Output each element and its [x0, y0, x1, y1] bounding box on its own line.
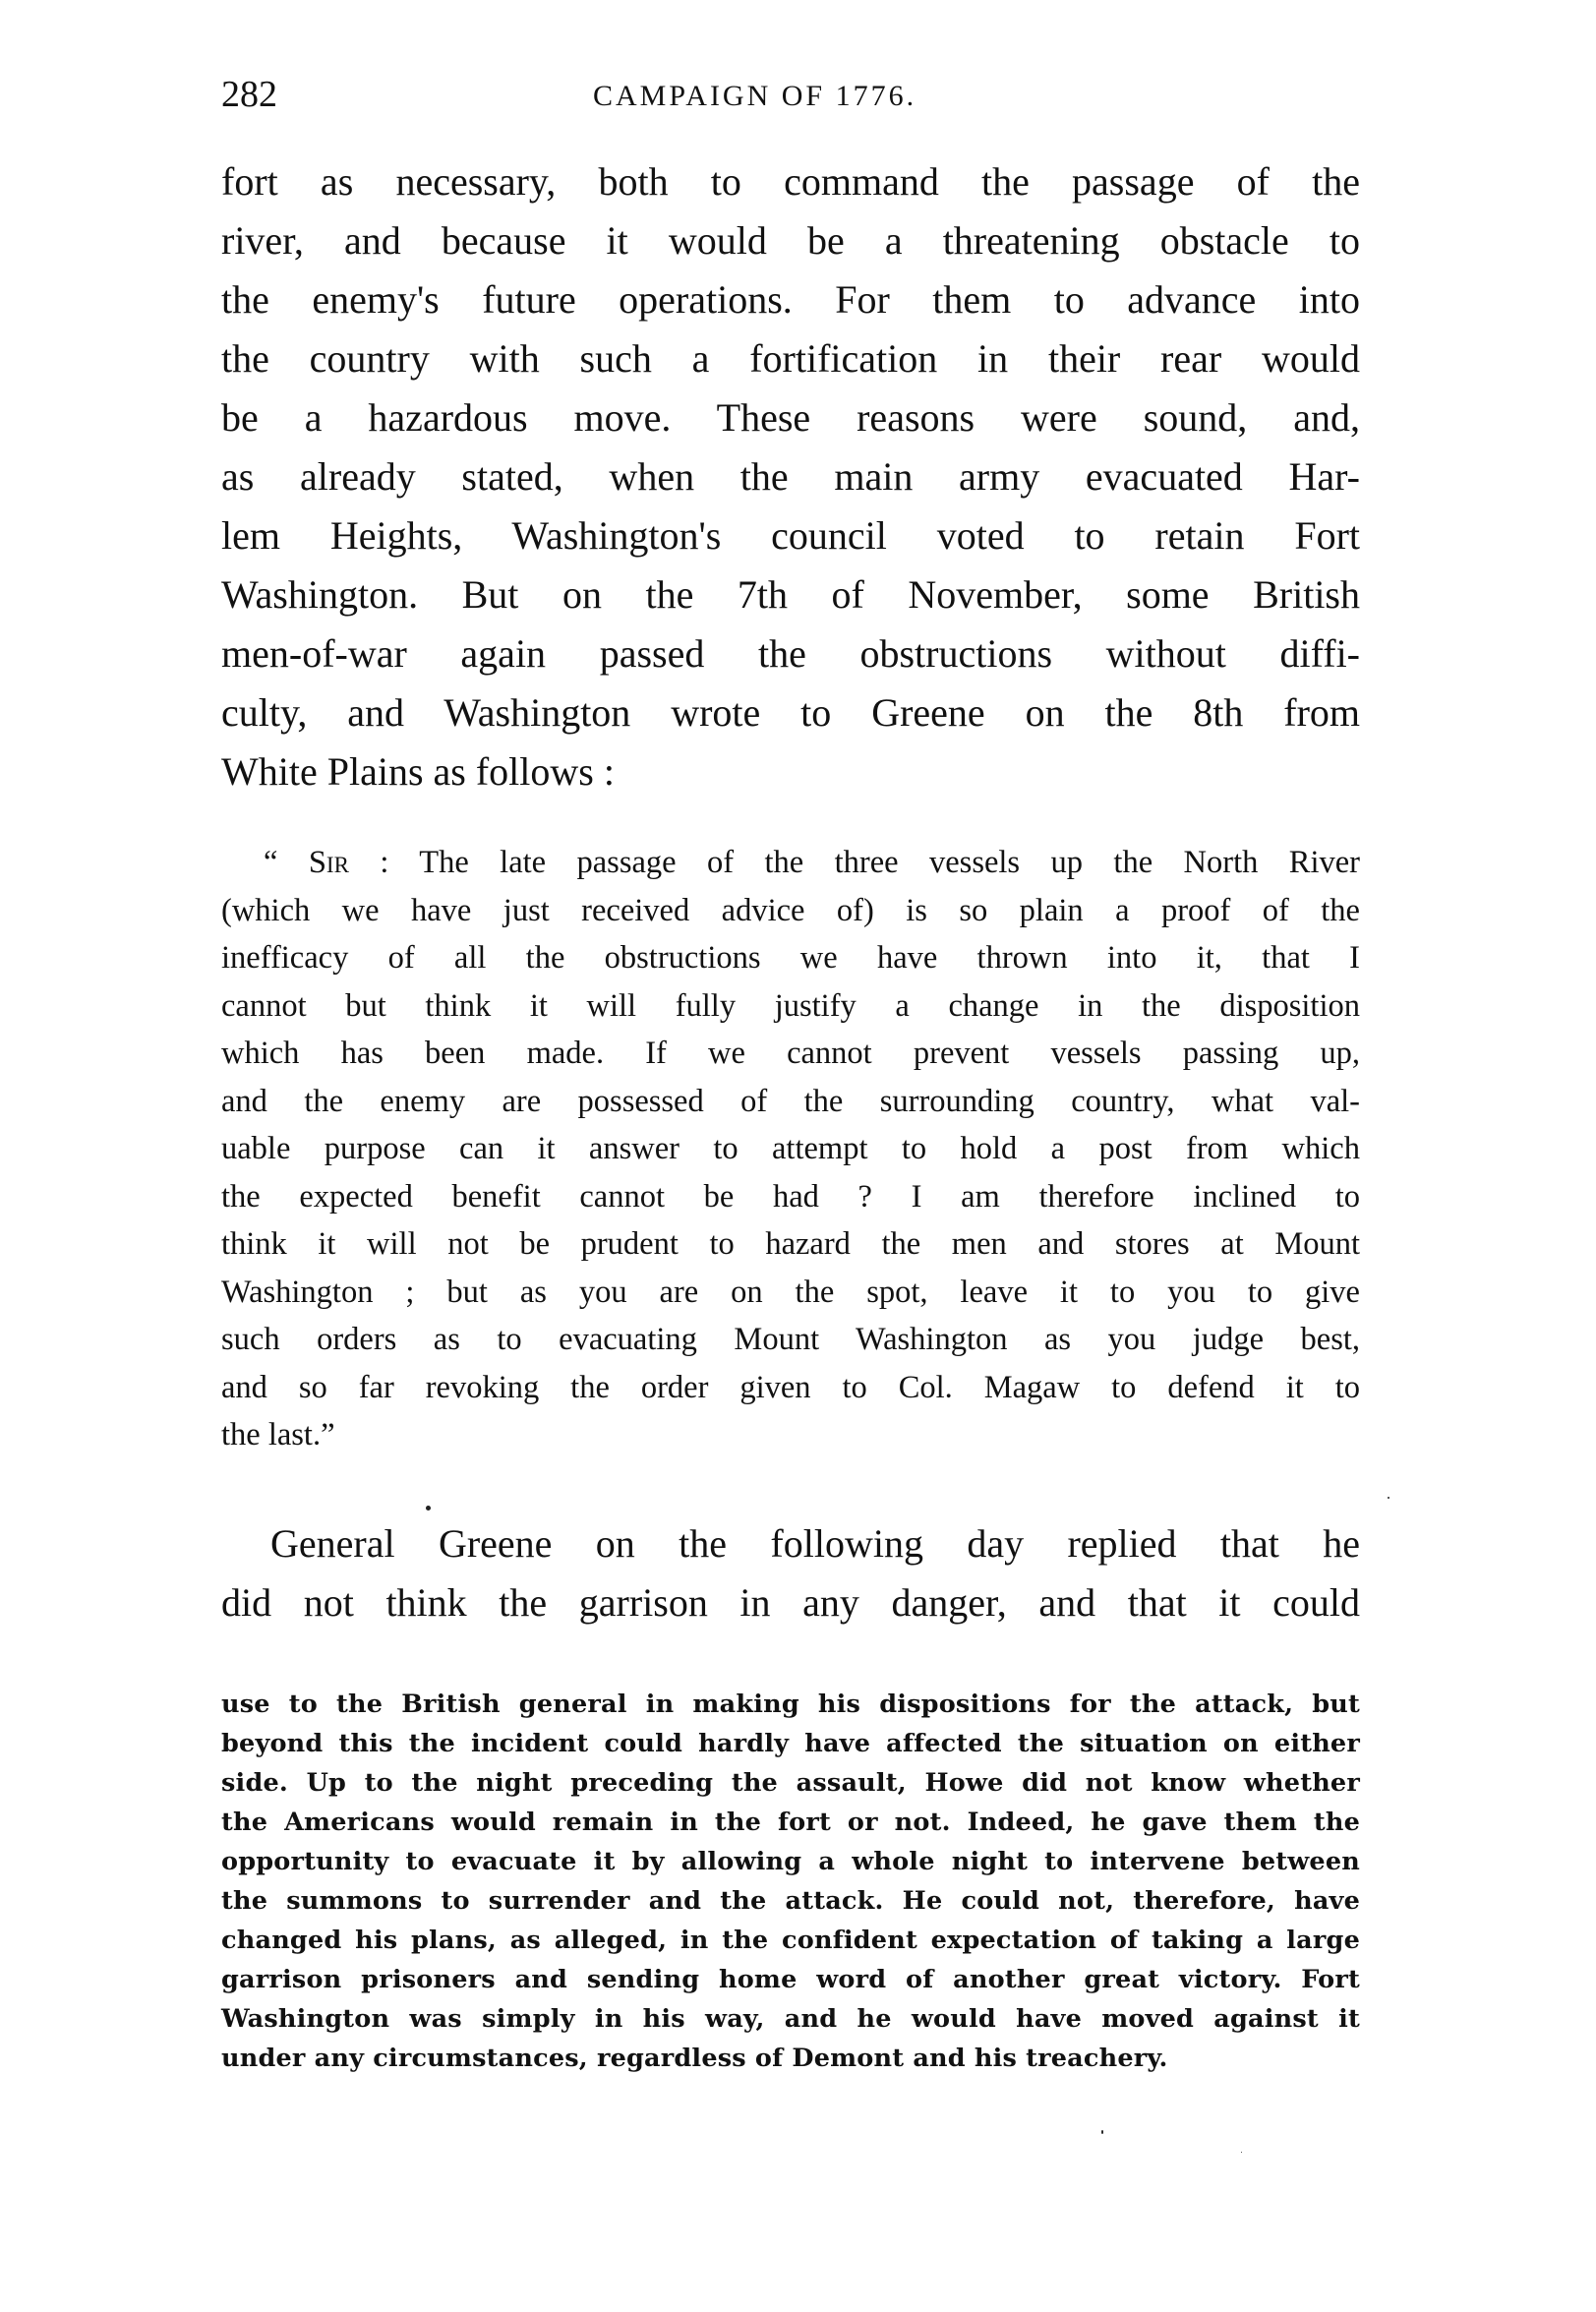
scan-speck [1101, 2130, 1103, 2134]
text-line: did not think the garrison in any danger, and that it could [221, 1580, 1360, 1625]
text-line: inefficacy of all the obstructions we have thrown into it, that I [221, 940, 1360, 976]
scan-speck [1241, 2152, 1242, 2153]
text-line: be a hazardous move. These reasons were sound, and, [221, 395, 1360, 440]
footnote-line: Washington was simply in his way, and he would have moved against it [221, 2004, 1360, 2034]
salutation: Sir [308, 845, 349, 880]
footnote-line: changed his plans, as alleged, in the confident expectation of taking a large [221, 1926, 1360, 1955]
text-line: culty, and Washington wrote to Greene on the 8th from [221, 690, 1360, 735]
running-header [221, 75, 1360, 114]
footnote-line: beyond this the incident could hardly have affected the situation on either [221, 1729, 1360, 1758]
open-quote-mark: “ [264, 845, 309, 880]
text-line: Washington. But on the 7th of November, some British [221, 572, 1360, 617]
text-line: men-of-war again passed the obstructions without diffi- [221, 631, 1360, 676]
footnote-line: the summons to surrender and the attack. He could not, therefore, have [221, 1886, 1360, 1916]
text-line: fort as necessary, both to command the passage of the [221, 159, 1360, 204]
block-quote-letter [221, 839, 1360, 1459]
text-line: the expected benefit cannot be had ? I am therefore inclined to [221, 1178, 1360, 1215]
text-line: uable purpose can it answer to attempt to hold a post from which [221, 1131, 1360, 1166]
quote-first-line [221, 839, 1360, 887]
text-line: and so far revoking the order given to Col. Magaw to defend it to [221, 1369, 1360, 1405]
scan-speck [426, 1506, 431, 1511]
text-line: the enemy's future operations. For them to advance into [221, 277, 1360, 322]
footnote-line: garrison prisoners and sending home word of another great victory. Fort [221, 1965, 1360, 1994]
text-line: such orders as to evacuating Mount Washington as you judge best, [221, 1322, 1360, 1357]
footnote [221, 1685, 1360, 2078]
scan-speck [1388, 1497, 1389, 1499]
footnote-line: side. Up to the night preceding the assault, Howe did not know whether [221, 1768, 1360, 1798]
quote-first-line-text: : The late passage of the three vessels up the North River [348, 845, 1360, 880]
running-title: CAMPAIGN OF 1776. [593, 80, 917, 112]
text-line: cannot but think it will fully justify a change in the disposition [221, 987, 1360, 1024]
page-number: 282 [221, 74, 277, 115]
footnote-line: the Americans would remain in the fort or not. Indeed, he gave them the [221, 1808, 1360, 1837]
text-line: Washington ; but as you are on the spot, leave it to you to give [221, 1274, 1360, 1310]
paragraph-continued [221, 152, 1360, 801]
text-line: White Plains as follows : [221, 749, 615, 794]
footnote-line: under any circumstances, regardless of Demont and his treachery. [221, 2044, 1168, 2073]
text-line: General Greene on the following day replied that he [270, 1521, 1360, 1566]
text-line: the last.” [221, 1417, 335, 1452]
text-line: the country with such a fortification in their rear would [221, 336, 1360, 381]
text-line: river, and because it would be a threatening obstacle to [221, 218, 1360, 263]
text-line: lem Heights, Washington's council voted to retain Fort [221, 513, 1360, 558]
text-line: and the enemy are possessed of the surrounding country, what val- [221, 1083, 1360, 1119]
text-line: (which we have just received advice of) is so plain a proof of the [221, 892, 1360, 928]
footnote-line: opportunity to evacuate it by allowing a whole night to intervene between [221, 1847, 1360, 1876]
footnote-line: use to the British general in making his dispositions for the attack, but [221, 1690, 1360, 1719]
paragraph-general-greene [221, 1514, 1360, 1632]
text-line: as already stated, when the main army evacuated Har- [221, 454, 1360, 499]
text-line: which has been made. If we cannot prevent vessels passing up, [221, 1036, 1360, 1071]
text-line: think it will not be prudent to hazard the men and stores at Mount [221, 1226, 1360, 1262]
